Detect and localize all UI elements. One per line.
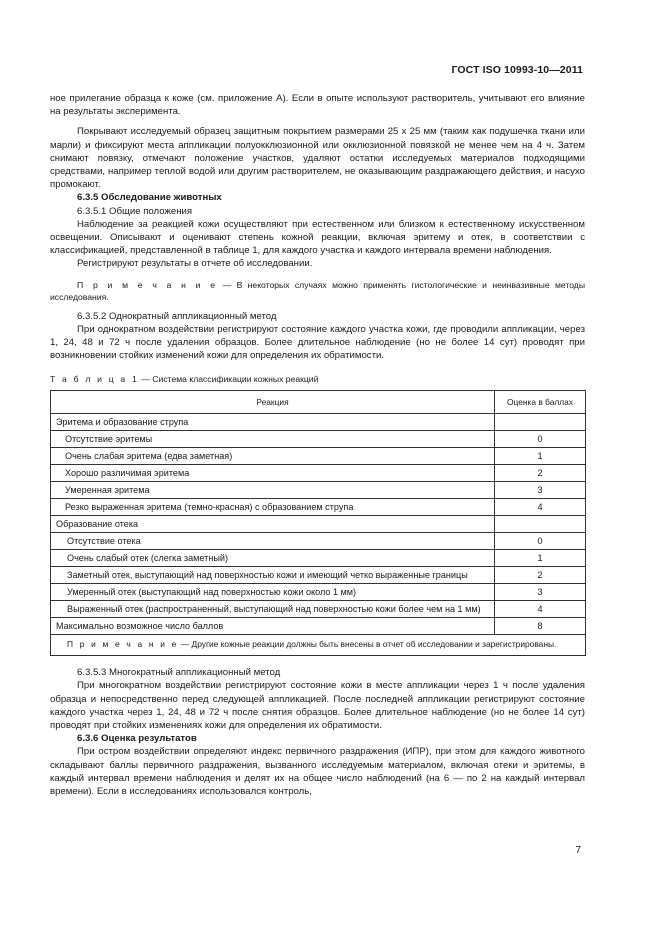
reaction-label: Выраженный отек (распространенный, выступающий над поверхностью кожи более чем на 1 мм) (51, 601, 495, 618)
reaction-score: 2 (495, 465, 586, 482)
category-erythema: Эритема и образование струпа (51, 414, 495, 431)
heading-6-3-5-1: 6.3.5.1 Общие положения (77, 205, 193, 217)
table-row-category (51, 516, 586, 533)
reaction-score: 4 (495, 499, 586, 516)
table-row-note (51, 635, 586, 656)
table-row (51, 550, 586, 567)
table-row (51, 448, 586, 465)
table-caption (50, 374, 585, 384)
table-row (51, 567, 586, 584)
heading-6-3-5-2: 6.3.5.2 Однократный аппликационный метод (77, 310, 277, 322)
skin-reaction-table (50, 390, 586, 656)
table-row (51, 431, 586, 448)
note-text: — В некоторых случаях можно применять гистологические и неинвазивные методы исследования. (50, 279, 585, 302)
heading-6-3-6: 6.3.6 Оценка результатов (77, 733, 197, 745)
reaction-label: Умеренный отек (выступающий над поверхностью кожи около 1 мм) (51, 584, 495, 601)
table-row-category (51, 414, 586, 431)
reaction-score: 3 (495, 482, 586, 499)
heading-6-3-5-3: 6.3.5.3 Многократный аппликационный метод (77, 667, 281, 679)
page-number: 7 (575, 845, 581, 856)
paragraph-register: Регистрируют результаты в отчете об исследовании. (77, 258, 313, 270)
table-caption-label: Т а б л и ц а 1 (50, 374, 139, 385)
heading-6-3-5: 6.3.5 Обследование животных (77, 192, 222, 204)
reaction-label: Очень слабая эритема (едва заметная) (51, 448, 495, 465)
reaction-score: 4 (495, 601, 586, 618)
table-row (51, 482, 586, 499)
reaction-label: Умеренная эритема (51, 482, 495, 499)
paragraph-continuation: ное прилегание образца к коже (см. приложение А). Если в опыте используют растворитель, учитывают его влияние на результаты эксперимента. (50, 93, 585, 118)
reaction-label: Отсутствие отека (51, 533, 495, 550)
reaction-score: 3 (495, 584, 586, 601)
note-histology (50, 279, 585, 303)
table-header-row (51, 391, 586, 414)
max-score-value: 8 (495, 618, 586, 635)
reaction-score: 2 (495, 567, 586, 584)
column-header-score: Оценка в баллах (495, 391, 586, 414)
reaction-score: 1 (495, 550, 586, 567)
category-edema: Образование отека (51, 516, 495, 533)
table-row (51, 465, 586, 482)
table-row (51, 584, 586, 601)
table-row (51, 601, 586, 618)
table-note (51, 635, 586, 656)
reaction-label: Отсутствие эритемы (51, 431, 495, 448)
table-row (51, 499, 586, 516)
paragraph-repeated-application: При многократном воздействии регистрируют состояние кожи в месте аппликации через 1 ч после удаления образца и непосредственно перед следующей аппликацией. После последней аппликации регистрируют состояние каждого участка через 1, 24, 48 и 72 ч после снятия образцов. Более длительное наблюдение (но не более 14 сут) проводят при стойких изменениях кожи для определения их обратимости. (50, 680, 585, 732)
column-header-reaction: Реакция (51, 391, 495, 414)
table-note-label: П р и м е ч а н и е (67, 639, 179, 650)
table-note-text: — Другие кожные реакции должны быть внесены в отчет об исследовании и зарегистрированы. (178, 639, 557, 650)
paragraph-covering: Покрывают исследуемый образец защитным покрытием размерами 25 x 25 мм (таким как подушечка ткани или марли) и фиксируют места аппликации полуокклюзионной или окклюзионной повязкой не менее чем на 4 ч. Затем снимают повязку, отмечают положение участков, удаляют остатки исследуемых материалов подходящими средствами, например теплой водой или другим растворителем, не оказывающим раздражающего действия, и насухо промокают. (50, 126, 585, 191)
table-row (51, 533, 586, 550)
table-cell-empty (495, 516, 586, 533)
reaction-score: 0 (495, 431, 586, 448)
reaction-label: Резко выраженная эритема (темно-красная) с образованием струпа (51, 499, 495, 516)
page-content (50, 92, 585, 798)
max-score-label: Максимально возможное число баллов (51, 618, 495, 635)
document-header: ГОСТ ISO 10993-10—2011 (451, 64, 583, 76)
reaction-label: Хорошо различимая эритема (51, 465, 495, 482)
paragraph-single-application: При однократном воздействии регистрируют состояние каждого участка кожи, где проводили аппликации, через 1, 24, 48 и 72 ч после удаления образцов. Более длительное наблюдение (но не более 14 сут) проводят при возникновении стойких изменений кожи для определения их обратимости. (50, 323, 585, 362)
paragraph-evaluation: При остром воздействии определяют индекс первичного раздражения (ИПР), при этом для каждого животного складывают баллы первичного раздражения, вызванного исследуемым материалом, включая отеки и эритемы, в каждый интервал времени наблюдения и делят их на общее число наблюдений (на 6 — по 2 на каждый интервал времени). Если в исследованиях использовался контроль, (50, 746, 585, 798)
reaction-score: 1 (495, 448, 586, 465)
table-row-max (51, 618, 586, 635)
paragraph-observation: Наблюдение за реакцией кожи осуществляют при естественном или близком к естественному искусственном освещении. Описывают и оценивают степень кожной реакции, включая эритему и отек, в соответствии с классификацией, представленной в таблице 1, для каждого участка и каждого интервала времени наблюдения. (50, 218, 585, 257)
note-label: П р и м е ч а н и е (77, 279, 218, 290)
reaction-label: Очень слабый отек (слегка заметный) (51, 550, 495, 567)
reaction-label: Заметный отек, выступающий над поверхностью кожи и имеющий четко выраженные границы (51, 567, 495, 584)
table-cell-empty (495, 414, 586, 431)
reaction-score: 0 (495, 533, 586, 550)
table-caption-text: — Система классификации кожных реакций (138, 374, 319, 385)
